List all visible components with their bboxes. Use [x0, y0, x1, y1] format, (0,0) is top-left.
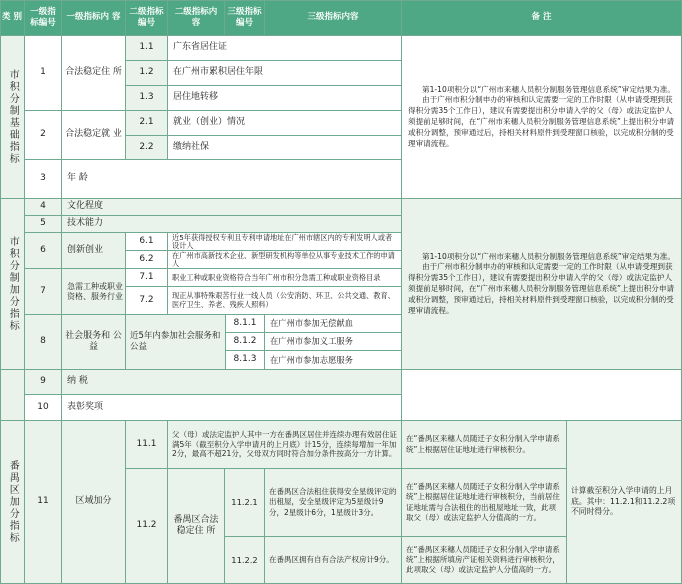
row-11-2-2-code: 11.2.2	[225, 537, 265, 584]
row-2-2-code: 2.2	[126, 136, 168, 160]
header-l3-content: 三级指标内容	[265, 0, 402, 36]
row-7-content: 急需工种或职业资格、服务行业	[62, 269, 126, 315]
row-11-2-2-content: 在番禺区拥有自有合法产权房计9分。	[265, 537, 402, 584]
row-6-code: 6	[25, 233, 62, 269]
header-l1-code: 一级指标编号	[25, 0, 62, 36]
remark-panyu-note: 计算截至积分入学申请的上月底。其中：11.2.1和11.2.2项不同时得分。	[567, 421, 682, 584]
row-11-2-1-remark: 在“番禺区来穗人员随迁子女积分制入学申请系统”上根据居住证地址进行审核积分，当前居住证地址需与合法租住的出租屋地址一致，此项取父（母）或法定监护人分值高的一方。	[402, 469, 567, 537]
row-7-2-content: 现正从事特殊艰苦行业一线人员（公安消防、环卫、公共交通、教育、医疗卫生、养老、残疾人照料）	[168, 287, 402, 315]
remark-9-10	[402, 370, 682, 421]
section-basic: 市积分制基础指标	[0, 36, 25, 199]
row-4-code: 4	[25, 199, 62, 216]
row-9-content: 纳 税	[62, 370, 402, 395]
row-2-1-code: 2.1	[126, 111, 168, 136]
row-7-2-code: 7.2	[126, 287, 168, 315]
row-1-1-content: 广东省居住证	[168, 36, 402, 61]
header-l1-content: 一级指标内 容	[62, 0, 126, 36]
row-4-content: 文化程度	[62, 199, 402, 216]
section-blank	[0, 370, 25, 421]
header-category: 类 别	[0, 0, 25, 36]
row-11-1-remark: 在“番禺区来穗人员随迁子女积分制入学申请系统”上根据居住证地址进行审核积分。	[402, 421, 567, 469]
row-2-1-content: 就业（创业）情况	[168, 111, 402, 136]
row-11-1-code: 11.1	[126, 421, 168, 469]
row-11-2-code: 11.2	[126, 469, 168, 584]
row-8-code: 8	[25, 315, 62, 370]
row-5-code: 5	[25, 216, 62, 233]
header-l2-content: 二级指标内 容	[168, 0, 225, 36]
remark-basic-p1: 第1-10项积分以“广州市来穗人员积分制服务管理信息系统”审定结果为准。	[422, 84, 675, 94]
row-11-2-1-code: 11.2.1	[225, 469, 265, 537]
row-8-1-2-content: 在广州市参加义工服务	[265, 333, 402, 351]
row-7-1-content: 职业工种或职业资格符合当年广州市积分急需工种或职业资格目录	[168, 269, 402, 287]
row-3-code: 3	[25, 160, 62, 199]
row-7-1-code: 7.1	[126, 269, 168, 287]
row-8-content: 社会服务和 公 益	[62, 315, 126, 370]
row-11-code: 11	[25, 421, 62, 584]
row-6-2-content: 在广州市高新技术企业、新型研发机构等单位从事专业技术工作的申请人	[168, 251, 402, 269]
row-5-content: 技术能力	[62, 216, 402, 233]
row-1-1-code: 1.1	[126, 36, 168, 61]
row-7-code: 7	[25, 269, 62, 315]
row-11-2-1-content: 在番禺区合法租住获得安全星级评定的出租屋，安全星级评定为5星级计9分，2星级计6分，1星级计3分。	[265, 469, 402, 537]
section-panyu: 番禺区加分指标	[0, 421, 25, 584]
row-3-content: 年 龄	[62, 160, 402, 199]
header-l3-code: 三级指标编号	[225, 0, 265, 36]
row-8-1-3-code: 8.1.3	[226, 351, 265, 370]
row-2-code: 2	[25, 111, 62, 160]
row-6-2-code: 6.2	[126, 251, 168, 269]
row-8-l2-content: 近5年内参加社会服务和公益	[126, 315, 226, 370]
row-6-content: 创新创业	[62, 233, 126, 269]
row-9-code: 9	[25, 370, 62, 395]
remark-add-p1: 第1-10项积分以“广州市来穗人员积分制服务管理信息系统”审定结果为准。	[422, 251, 675, 261]
row-8-1-3-content: 在广州市参加志愿服务	[265, 351, 402, 370]
row-8-1-1-code: 8.1.1	[226, 315, 265, 333]
section-add: 市积分制加分指标	[0, 199, 25, 370]
remark-add-p2: 由于广州市积分制申办的审核和认定需要一定的工作时限（从申请受理到获得积分需35个工作日），建议有需要提出积分申请入学的父（母）或法定监护人须提前足够时间，在“广州市来穗人员积分制服务管理信息系统”上提出积分申请或积分调整，预审通过后，持相关材料原件到受理窗口核验，以完成积分制的受理审请流程。	[408, 262, 675, 315]
row-1-2-code: 1.2	[126, 61, 168, 86]
row-2-2-content: 缴纳社保	[168, 136, 402, 160]
row-11-1-content: 父（母）或法定监护人其中一方在番禺区居住并连续办理有效居住证满5年（截至积分入学申请月的上月底）计15分，连续每增加一年加2分，最高不超21分，父母双方同时符合加分条件按高分一方计算。	[168, 421, 402, 469]
remark-basic	[402, 36, 682, 199]
row-10-code: 10	[25, 395, 62, 421]
row-10-content: 表彰奖项	[62, 395, 402, 421]
row-1-3-content: 居住地转移	[168, 86, 402, 111]
row-1-code: 1	[25, 36, 62, 111]
header-l2-code: 二级指标编号	[126, 0, 168, 36]
row-1-content: 合法稳定住 所	[62, 36, 126, 111]
row-6-1-code: 6.1	[126, 233, 168, 251]
row-2-content: 合法稳定就 业	[62, 111, 126, 160]
remark-add	[402, 199, 682, 370]
row-8-1-1-content: 在广州市参加无偿献血	[265, 315, 402, 333]
header-remarks: 备 注	[402, 0, 682, 36]
row-1-3-code: 1.3	[126, 86, 168, 111]
row-1-2-content: 在广州市累积居住年限	[168, 61, 402, 86]
row-6-1-content: 近5年获得授权专利且专利申请地址在广州市辖区内的专利发明人或者设计人	[168, 233, 402, 251]
row-8-1-2-code: 8.1.2	[226, 333, 265, 351]
row-11-2-content: 番禺区合法稳定住 所	[168, 469, 225, 584]
row-11-2-2-remark: 在“番禺区来穗人员随迁子女积分制入学申请系统”上根据所填房产证相关资料进行审核积分，此项取父（母）或法定监护人分值高的一方。	[402, 537, 567, 584]
row-11-content: 区域加分	[62, 421, 126, 584]
remark-basic-p2: 由于广州市积分制申办的审核和认定需要一定的工作时限（从申请受理到获得积分需35个工作日），建议有需要提出积分申请入学的父（母）或法定监护人须提前足够时间，在“广州市来穗人员积分制服务管理信息系统”上提出积分申请或积分调整，预审通过后，持相关材料原件到受理窗口核验，以完成积分制的受理审请流程。	[408, 95, 675, 148]
